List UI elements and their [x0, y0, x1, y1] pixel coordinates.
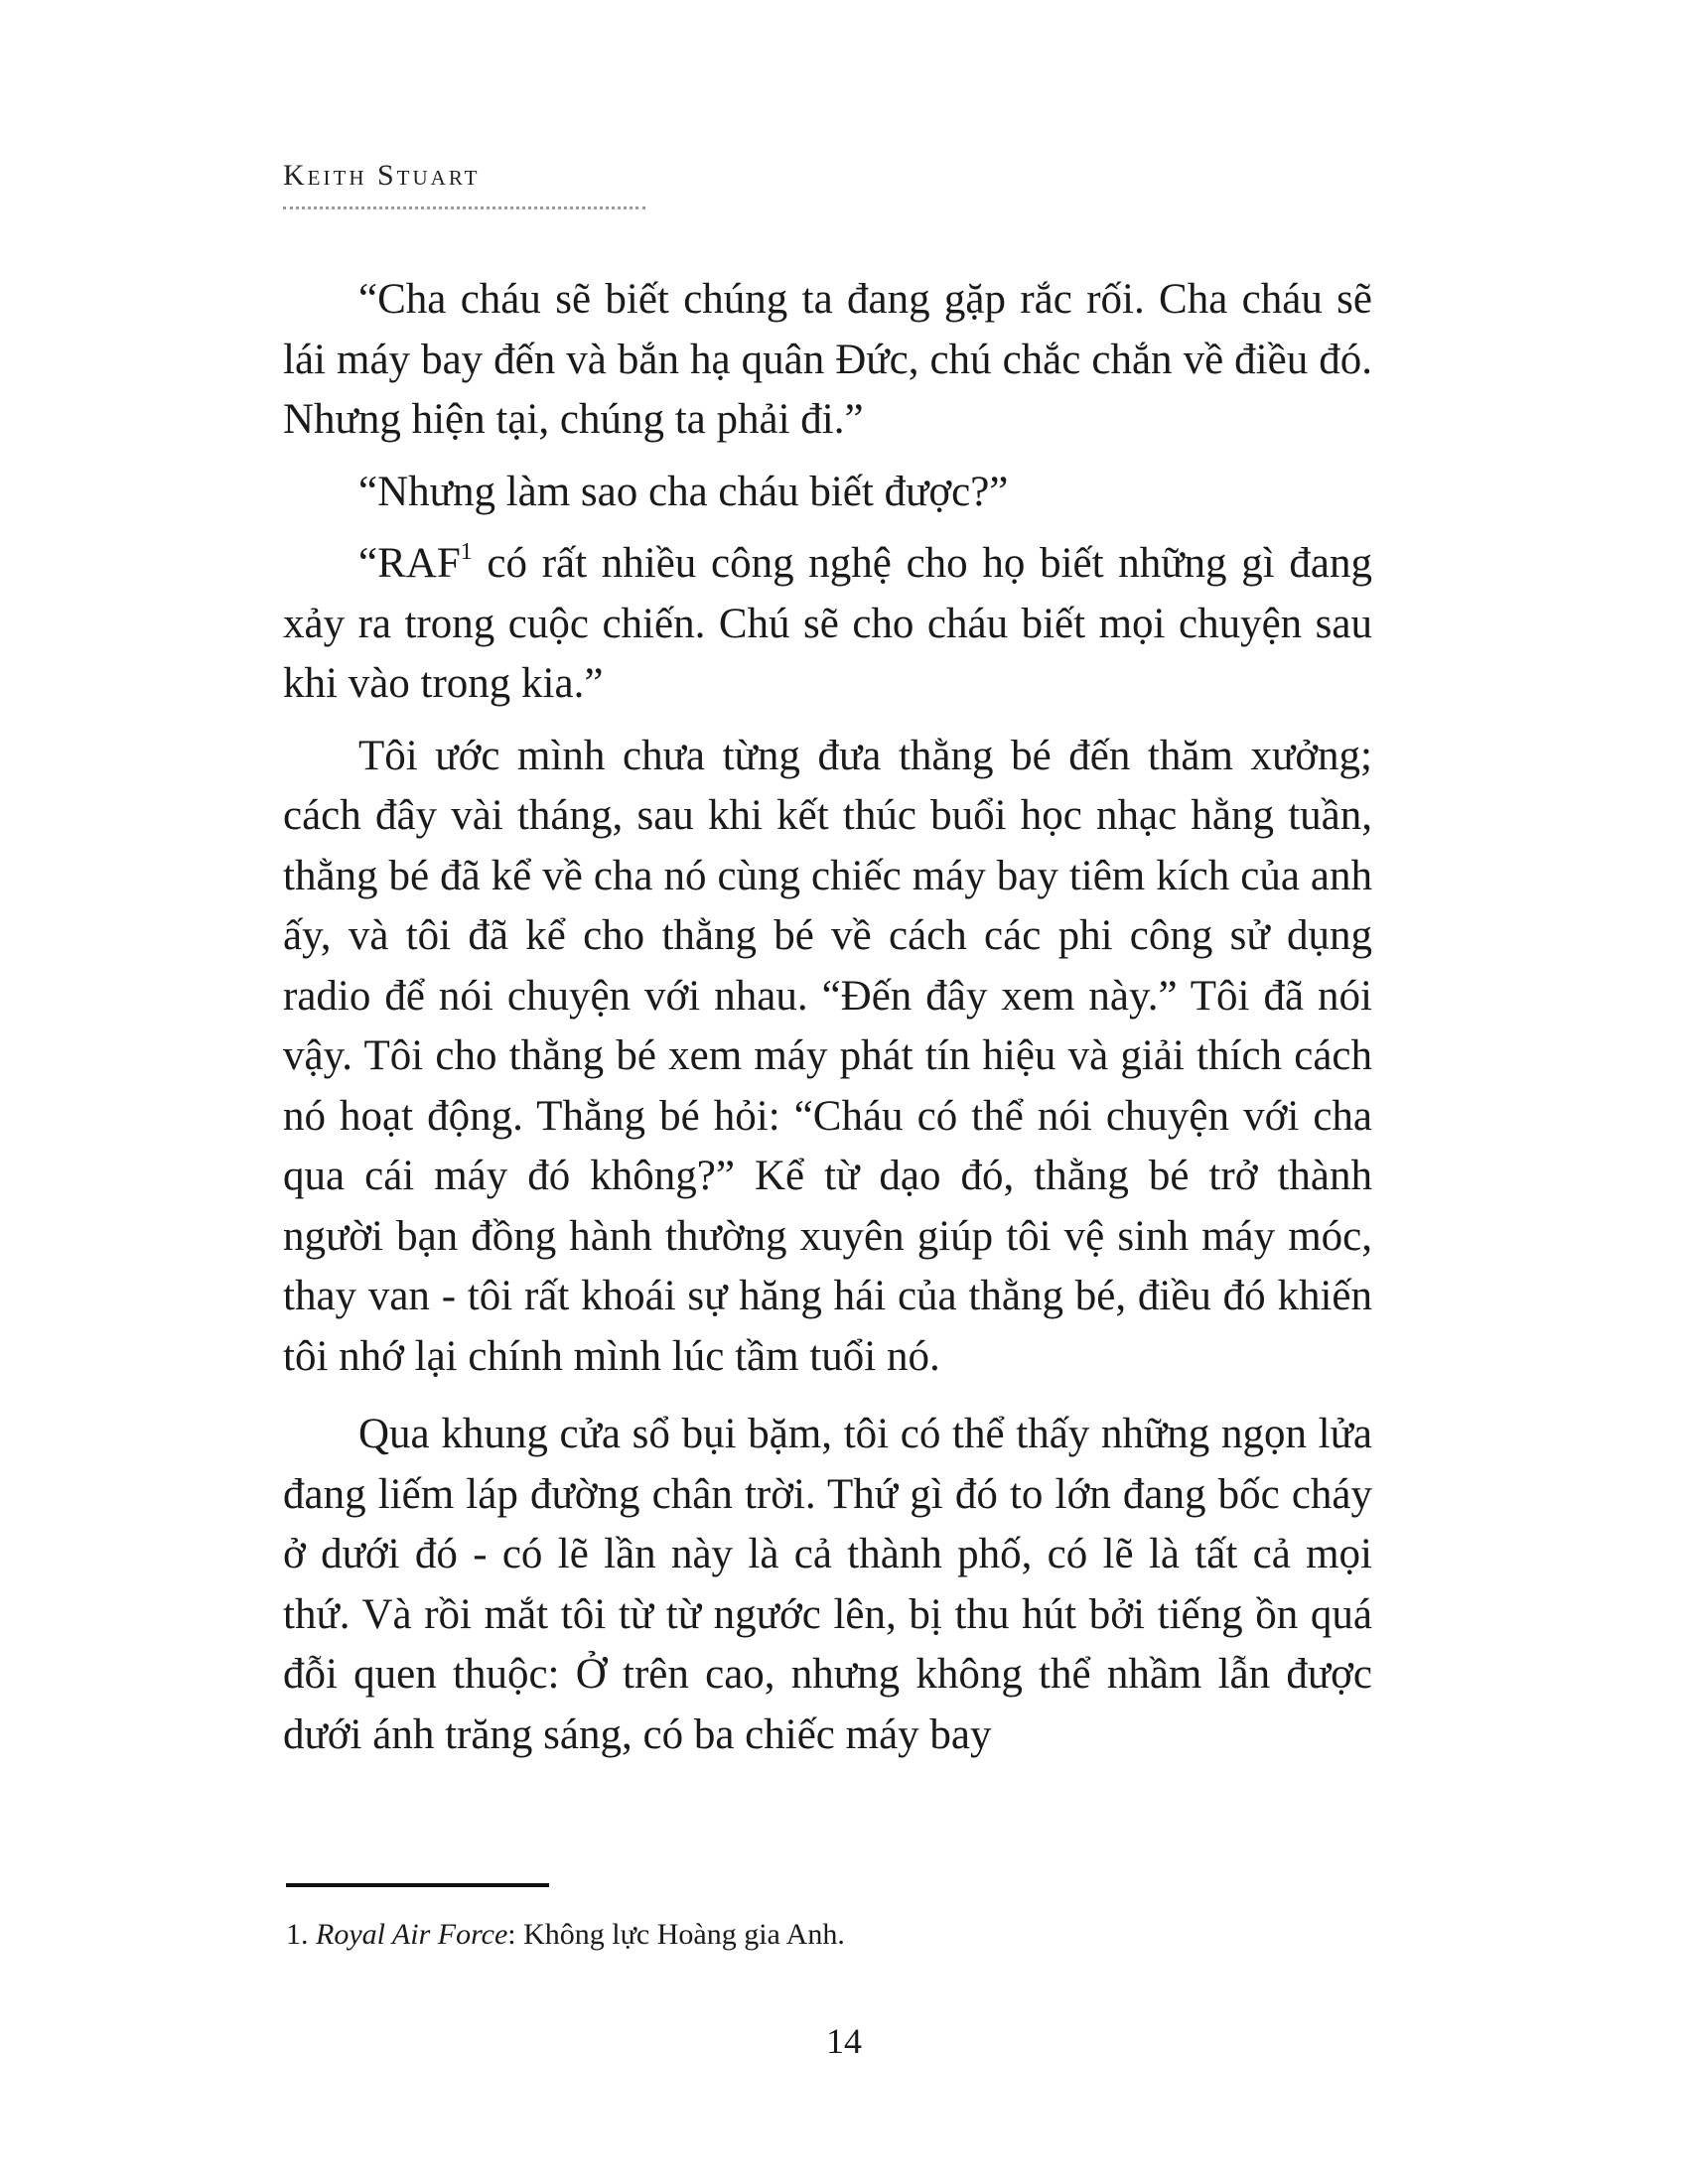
footnote [286, 1916, 845, 1954]
paragraph-1: “Cha cháu sẽ biết chúng ta đang gặp rắc rối. Cha cháu sẽ lái máy bay đến và bắn hạ quân Đức, chú chắc chắn về điều đó. Nhưng hiện tại, chúng ta phải đi.” [283, 276, 1372, 443]
paragraph-3 [283, 534, 1372, 715]
page-number: 14 [826, 2021, 862, 2061]
paragraph-3-start: “RAF [358, 540, 461, 587]
paragraph-2: “Nhưng làm sao cha cháu biết được?” [358, 468, 1009, 515]
footnote-term: Royal Air Force [316, 1918, 508, 1951]
footnote-reference: 1 [460, 539, 473, 565]
paragraph-4: Tôi ước mình chưa từng đưa thằng bé đến thăm xưởng; cách đây vài tháng, sau khi kết thúc buổi học nhạc hằng tuần, thằng bé đã kể về cha nó cùng chiếc máy bay tiêm kích của anh ấy, và tôi đã kể cho thằng bé về cách các phi công sử dụng radio để nói chuyện với nhau. “Đến đây xem này.” Tôi đã nói vậy. Tôi cho thằng bé xem máy phát tín hiệu và giải thích cách nó hoạt động. Thằng bé hỏi: “Cháu có thể nói chuyện với cha qua cái máy đó không?” Kể từ dạo đó, thằng bé trở thành người bạn đồng hành thường xuyên giúp tôi vệ sinh máy móc, thay van - tôi rất khoái sự hăng hái của thằng bé, điều đó khiến tôi nhớ lại chính mình lúc tầm tuổi nó. [283, 732, 1372, 1380]
footnote-number: 1. [286, 1918, 316, 1951]
footnote-rule [286, 1883, 549, 1887]
running-head-author: Keith Stuart [283, 159, 481, 192]
body-text [283, 270, 1372, 1777]
paragraph-3-rest: có rất nhiều công nghệ cho họ biết những gì đang xảy ra trong cuộc chiến. Chú sẽ cho cháu biết mọi chuyện sau khi vào trong kia.” [283, 540, 1372, 707]
header-dotted-rule [283, 206, 645, 209]
paragraph-5: Qua khung cửa sổ bụi bặm, tôi có thể thấy những ngọn lửa đang liếm láp đường chân trời. Thứ gì đó to lớn đang bốc cháy ở dưới đó - có lẽ lần này là cả thành phố, có lẽ là tất cả mọi thứ. Và rồi mắt tôi từ từ ngước lên, bị thu hút bởi tiếng ồn quá đỗi quen thuộc: Ở trên cao, nhưng không thể nhầm lẫn được dưới ánh trăng sáng, có ba chiếc máy bay [283, 1411, 1372, 1758]
footnote-definition: : Không lực Hoàng gia Anh. [507, 1918, 845, 1951]
